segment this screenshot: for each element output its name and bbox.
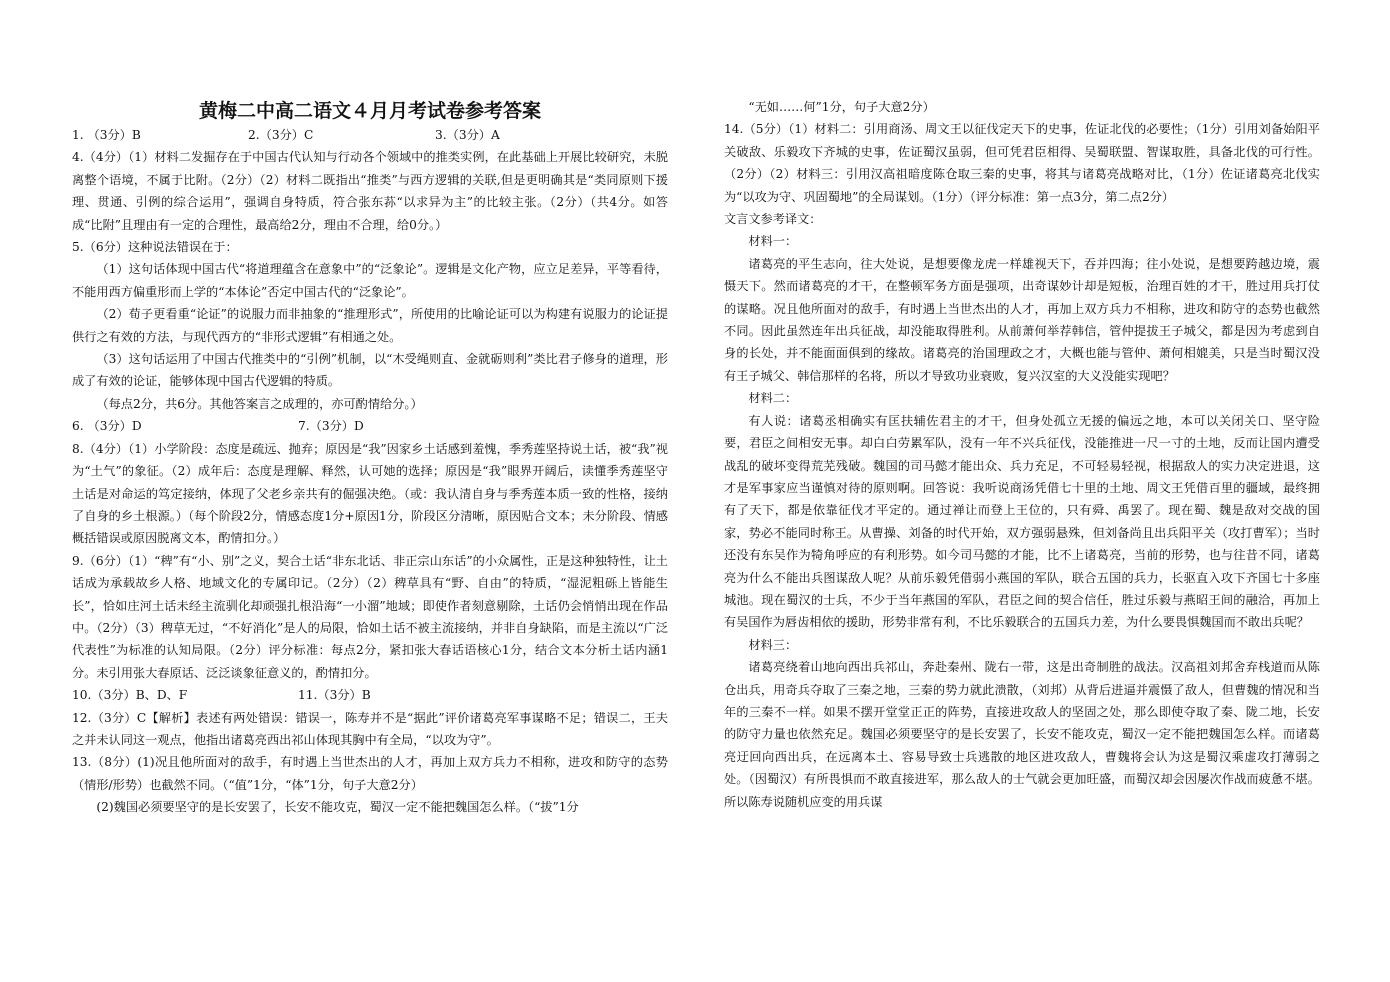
answer-13-continued: “无如……何”1分，句子大意2分） bbox=[748, 100, 935, 114]
right-column bbox=[724, 96, 1320, 813]
material-2-text: 有人说：诸葛丞相确实有匡扶辅佐君主的才干，但身处孤立无援的偏远之地，本可以关闭关口、坚守险要，君臣之间相安无事。却白白劳累军队，没有一年不兴兵征伐，没能推进一尺一寸的土地，反而让国内遭受战乱的破坏变得荒芜残破。魏国的司马懿才能出众、兵力充足，不可轻易轻视，根据敌人的实力决定进退，这才是军事家应当谨慎对待的原则啊。回答说：我听说商汤凭借七十里的土地、周文王凭借百里的疆域，最终拥有了天下，都是依靠征伐才平定的。通过禅让而登上王位的，只有舜、禹罢了。现在蜀、魏是敌对交战的国家，势必不能同时称王。从曹操、刘备的时代开始，双方强弱悬殊，但刘备尚且出兵阳平关（攻打曹军）；当时还没有东吴作为犄角呼应的有利形势。如今司马懿的才能，比不上诸葛亮，当前的形势，也与往昔不同，诸葛亮为什么不能出兵图谋敌人呢？从前乐毅凭借弱小燕国的军队，联合五国的兵力，长驱直入攻下齐国七十多座城池。现在蜀汉的士兵，不少于当年燕国的军队，君臣之间的契合信任，胜过乐毅与燕昭王间的融洽，再加上有吴国作为唇齿相依的援助，形势非常有利，不比乐毅联合的五国兵力差，为什么要畏惧魏国而不敢出兵呢？ bbox=[724, 413, 1320, 630]
answer-9: 9.（6分）（1）“稗”有“小、别”之义，契合土话“非东北话、非正宗山东话”的小众属性，正是这种独特性，让土话成为承载故乡人格、地域文化的专属印记。（2分）（2）稗草具有“野、自由”的特质，“湿泥粗砾上皆能生长”，恰如庄河土话未经主流驯化却顽强扎根沿海“一小溜”地域；即使作者刻意剔除，土话仍会悄悄出现在作品中。（2分）（3）稗草无过，“不好消化”是人的局限，恰如土话不被主流接纳，并非自身缺陷，而是主流以“广泛代表性”为标准的认知局限。（2分）评分标准：每点2分，紧扣张大春话语核心1分，结合文本分析土话内涵1分。未引用张大春原话、泛泛谈象征意义的，酌情扣分。 bbox=[72, 553, 668, 680]
answers-row-6-7 bbox=[72, 415, 668, 437]
answer-5: 5.（6分）这种说法错误在于： bbox=[72, 240, 238, 255]
left-column bbox=[72, 96, 668, 819]
answer-5-point-2: （2）荀子更看重“论证”的说服力而非抽象的“推理形式”，所使用的比喻论证可以为构建有说服力的论证提供行之有效的方法，与现代西方的“非形式逻辑”有相通之处。 bbox=[72, 307, 668, 344]
answer-4: 4.（4分）（1）材料二发掘存在于中国古代认知与行动各个领域中的推类实例，在此基础上开展比较研究，未脱离整个语境，不属于比附。（2分）（2）材料二既指出“推类”与西方逻辑的关联,但是更明确其是“类同原则下援理、贯通、引例的综合运用”，强调自身特质，符合张东荪“以求异为主”的比较主张。（2分）（共4分。如答成“比附”且理由有一定的合理性，最高给2分，理由不合理，给0分。） bbox=[72, 150, 668, 232]
material-3-text: 诸葛亮绕着山地向西出兵祁山，奔赴秦州、陇右一带，这是出奇制胜的战法。汉高祖刘邦舍弃栈道而从陈仓出兵，用奇兵夺取了三秦之地，三秦的势力就此溃散，（刘邦）从背后进逼并震慑了敌人，但曹魏的情况和当年的三秦不一样。如果不摆开堂堂正正的阵势，直接进攻敌人的坚固之处，那么即使夺取了秦、陇二地，长安的防守力量也依然充足。魏国必须要坚守的是长安罢了，长安不能攻克，蜀汉一定不能把魏国怎么样。而诸葛亮迂回向西出兵，在远离本土、容易导致士兵逃散的地区进攻敌人，曹魏将会认为这是蜀汉乘虚攻打薄弱之处。（因蜀汉）有所畏惧而不敢直接进军，那么敌人的士气就会更加旺盛，而蜀汉却会因屡次作战而疲惫不堪。所以陈寿说随机应变的用兵谋 bbox=[724, 660, 1320, 809]
translation-heading: 文言文参考译文： bbox=[724, 212, 822, 227]
answer-10: 10.（3分）B、D、F bbox=[72, 688, 188, 703]
answer-13: 13.（8分）(1)况且他所面对的敌手，有时遇上当世杰出的人才，再加上双方兵力不相称，进攻和防守的态势（情形/形势）也截然不同。（“值”1分，“体”1分，句子大意2分） bbox=[72, 755, 668, 792]
answer-5-note: （每点2分，共6分。其他答案言之成理的，亦可酌情给分。） bbox=[96, 396, 423, 411]
answer-6: 6. （3分）D bbox=[72, 419, 142, 434]
answer-14: 14.（5分）（1）材料二：引用商汤、周文王以征伐定天下的史事，佐证北伐的必要性；（1分）引用刘备始阳平关破敌、乐毅攻下齐城的史事，佐证蜀汉虽弱，但可凭君臣相得、吴蜀联盟、智谋取胜，具备北伐的可行性。（2分）（2）材料三：引用汉高祖暗度陈仓取三秦的史事，将其与诸葛亮战略对比，（1分）佐证诸葛亮北伐实为“以攻为守、巩固蜀地”的全局谋划。（1分）（评分标准：第一点3分，第二点2分） bbox=[724, 122, 1320, 204]
answer-7: 7.（3分）D bbox=[298, 419, 364, 434]
answer-3: 3.（3分）A bbox=[435, 128, 500, 142]
answer-1: 1. （3分）B bbox=[72, 128, 141, 142]
answer-11: 11.（3分）B bbox=[298, 688, 371, 703]
material-3-heading: 材料三： bbox=[748, 637, 798, 652]
answer-8: 8.（4分）（1）小学阶段：态度是疏远、抛弃；原因是“我”因家乡土话感到羞愧，季秀莲坚持说土话，被“我”视为“土气”的象征。（2）成年后：态度是理解、释然，认可她的选择；原因是“我”眼界开阔后，读懂季秀莲坚守土话是对命运的笃定接纳，体现了父老乡亲共有的倔强决绝。（或：我认清自身与季秀莲本质一致的性格，接纳了自身的乡土根源。）（每个阶段2分，情感态度1分+原因1分，阶段区分清晰，原因贴合文本；未分阶段、情感概括错误或原因脱离文本，酌情扣分。） bbox=[72, 441, 668, 546]
material-2-heading: 材料二： bbox=[748, 391, 798, 406]
page-title: 黄梅二中高二语文４月月考试卷参考答案 bbox=[198, 100, 541, 122]
answer-13-part-2: (2)魏国必须要坚守的是长安罢了，长安不能攻克，蜀汉一定不能把魏国怎么样。（“拔”1分 bbox=[96, 800, 579, 815]
answer-12: 12.（3分）C【解析】表述有两处错误：错误一，陈寿并不是“据此”评价诸葛亮军事谋略不足；错误二，王夫之并未认同这一观点，他指出诸葛亮西出祁山体现其胸中有全局，“以攻为守”。 bbox=[72, 710, 669, 747]
material-1-heading: 材料一： bbox=[748, 234, 798, 249]
answers-row-10-11 bbox=[72, 684, 668, 706]
material-1-text: 诸葛亮的平生志向，往大处说，是想要像龙虎一样雄视天下，吞并四海；往小处说，是想要跨越边境，震慑天下。然而诸葛亮的才干，在整顿军务方面是强项，出奇谋妙计却是短板，治理百姓的才干，胜过用兵打仗的谋略。况且他所面对的敌手，有时遇上当世杰出的人才，再加上双方兵力不相称，进攻和防守的态势也截然不同。因此虽然连年出兵征战，却没能取得胜利。从前萧何举荐韩信，管仲提拔王子城父，都是因为考虑到自身的长处，并不能面面俱到的缘故。诸葛亮的治国理政之才，大概也能与管仲、萧何相媲美，只是当时蜀汉没有王子城父、韩信那样的名将，所以才导致功业衰败，复兴汉室的大义没能实现吧？ bbox=[724, 256, 1320, 383]
answer-5-point-3: （3）这句话运用了中国古代推类中的“引例”机制，以“木受绳则直、金就砺则利”类比君子修身的道理，形成了有效的论证，能够体现中国古代逻辑的特质。 bbox=[72, 352, 668, 389]
answers-row-1-3 bbox=[72, 124, 668, 146]
answer-2: 2.（3分）C bbox=[248, 128, 314, 142]
answer-5-point-1: （1）这句话体现中国古代“将道理蕴含在意象中”的“泛象论”。逻辑是文化产物，应立足差异，平等看待，不能用西方偏重形而上学的“本体论”否定中国古代的“泛象论”。 bbox=[72, 262, 668, 299]
